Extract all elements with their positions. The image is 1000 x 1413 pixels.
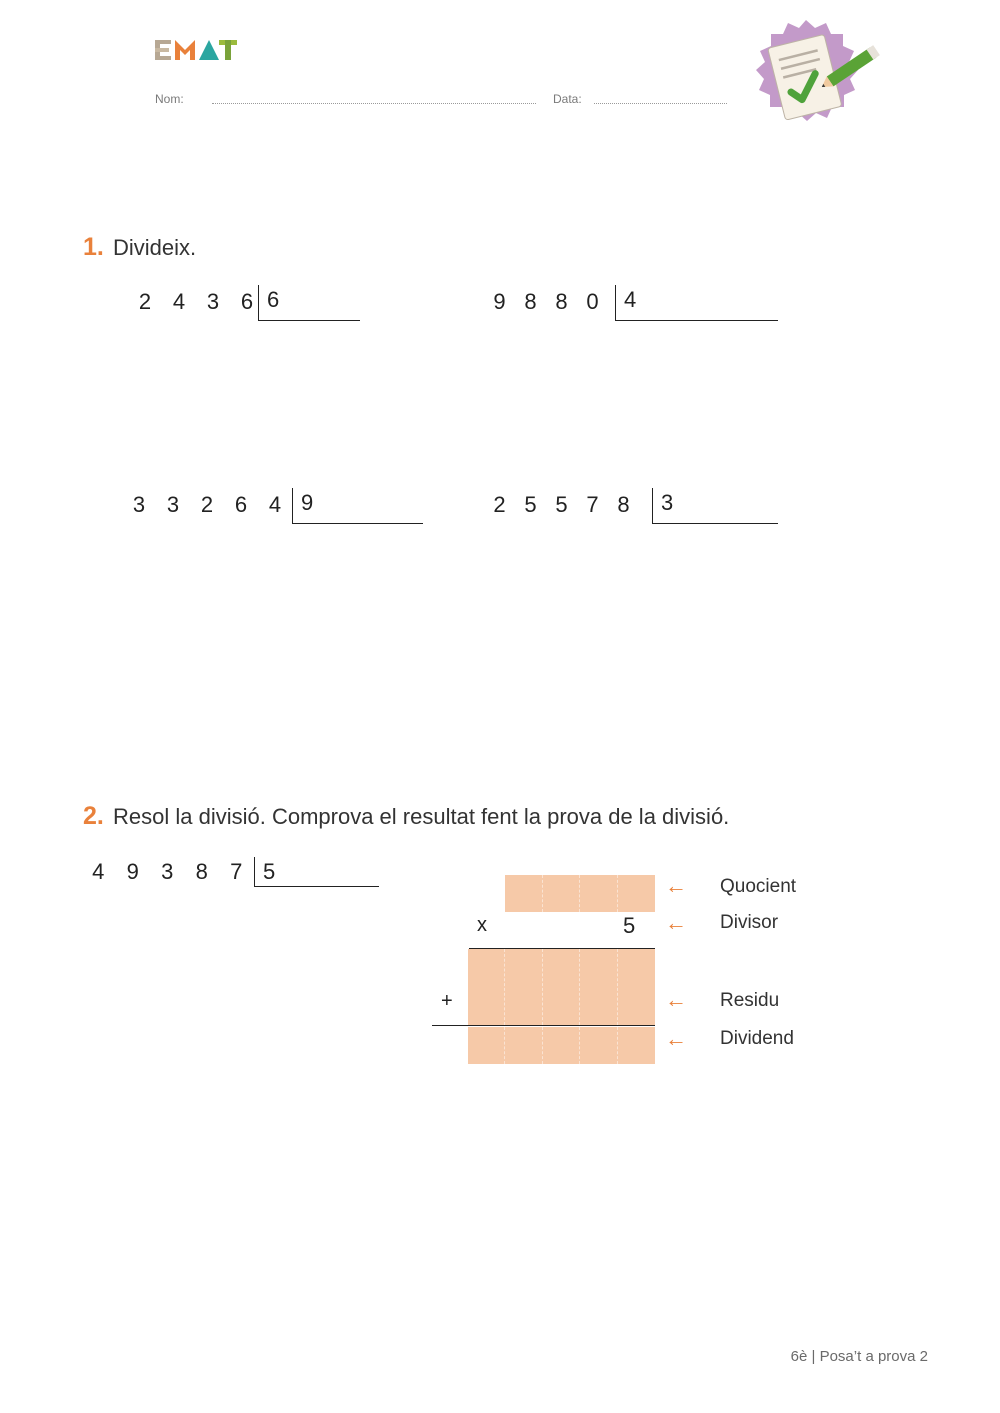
product-remainder-cells[interactable] xyxy=(468,949,655,1025)
dividend xyxy=(484,492,639,518)
dividend xyxy=(81,859,254,885)
digit: 8 xyxy=(617,492,630,517)
emat-logo xyxy=(155,40,239,62)
digit: 2 xyxy=(200,492,214,517)
exercise-1-instruction: Divideix. xyxy=(113,235,197,260)
answer-cell[interactable] xyxy=(505,949,542,1025)
date-field[interactable] xyxy=(594,103,727,104)
digit: 4 xyxy=(172,289,186,314)
page-footer: 6è | Posa’t a prova 2 xyxy=(790,1348,928,1365)
quotient-label: Quocient xyxy=(720,876,797,897)
digit: 3 xyxy=(166,492,180,517)
proof-divisor-value: 5 xyxy=(623,913,636,938)
arrow-left-icon: ← xyxy=(665,1026,687,1051)
exercise-1-number: 1. xyxy=(83,233,104,261)
digit: 2 xyxy=(138,289,152,314)
answer-cell[interactable] xyxy=(543,1027,580,1064)
dividend xyxy=(484,289,608,315)
digit: 0 xyxy=(586,289,599,314)
divisor-box[interactable]: 5 xyxy=(254,857,379,887)
answer-cell[interactable] xyxy=(580,949,617,1025)
divisor-box[interactable]: 6 xyxy=(258,285,360,321)
name-field[interactable] xyxy=(212,103,536,104)
arrow-left-icon: ← xyxy=(665,987,687,1012)
digit: 9 xyxy=(493,289,506,314)
answer-cell[interactable] xyxy=(505,1027,542,1064)
remainder-label: Residu xyxy=(720,990,780,1011)
divisor-label: Divisor xyxy=(720,912,779,933)
digit: 2 xyxy=(493,492,506,517)
digit: 6 xyxy=(240,289,254,314)
answer-cell[interactable] xyxy=(468,949,505,1025)
arrow-left-icon: ← xyxy=(665,910,687,935)
answer-cell[interactable] xyxy=(618,875,656,912)
name-label: Nom: xyxy=(155,92,184,106)
digit: 8 xyxy=(195,859,208,884)
digit: 6 xyxy=(234,492,248,517)
digit: 3 xyxy=(206,289,220,314)
quotient-cells[interactable] xyxy=(505,875,655,912)
date-label: Data: xyxy=(553,92,582,106)
answer-cell[interactable] xyxy=(580,1027,617,1064)
digit: 9 xyxy=(126,859,139,884)
exercise-2-instruction: Resol la divisió. Comprova el resultat fent la prova de la divisió. xyxy=(113,804,730,829)
times-sign: x xyxy=(477,914,487,936)
answer-cell[interactable] xyxy=(505,875,543,912)
exercise-2-number: 2. xyxy=(83,802,104,830)
digit: 3 xyxy=(161,859,174,884)
divisor-box[interactable]: 9 xyxy=(292,488,423,524)
digit: 8 xyxy=(555,289,568,314)
plus-sign: + xyxy=(441,990,453,1012)
divisor-box[interactable]: 3 xyxy=(652,488,778,524)
answer-cell[interactable] xyxy=(580,875,618,912)
digit: 7 xyxy=(586,492,599,517)
digit: 3 xyxy=(132,492,146,517)
dividend-cells[interactable] xyxy=(468,1027,655,1064)
dividend-label: Dividend xyxy=(720,1028,794,1049)
digit: 5 xyxy=(524,492,537,517)
addition-line xyxy=(432,1025,655,1026)
arrow-left-icon: ← xyxy=(665,873,687,898)
dividend xyxy=(122,492,292,518)
divisor-box[interactable]: 4 xyxy=(615,285,778,321)
digit: 4 xyxy=(268,492,282,517)
answer-cell[interactable] xyxy=(618,949,655,1025)
dividend xyxy=(128,289,264,315)
digit: 4 xyxy=(92,859,105,884)
answer-cell[interactable] xyxy=(543,949,580,1025)
checklist-badge-icon xyxy=(740,18,890,138)
answer-cell[interactable] xyxy=(543,875,581,912)
answer-cell[interactable] xyxy=(468,1027,505,1064)
digit: 5 xyxy=(555,492,568,517)
digit: 7 xyxy=(230,859,243,884)
answer-cell[interactable] xyxy=(618,1027,655,1064)
digit: 8 xyxy=(524,289,537,314)
